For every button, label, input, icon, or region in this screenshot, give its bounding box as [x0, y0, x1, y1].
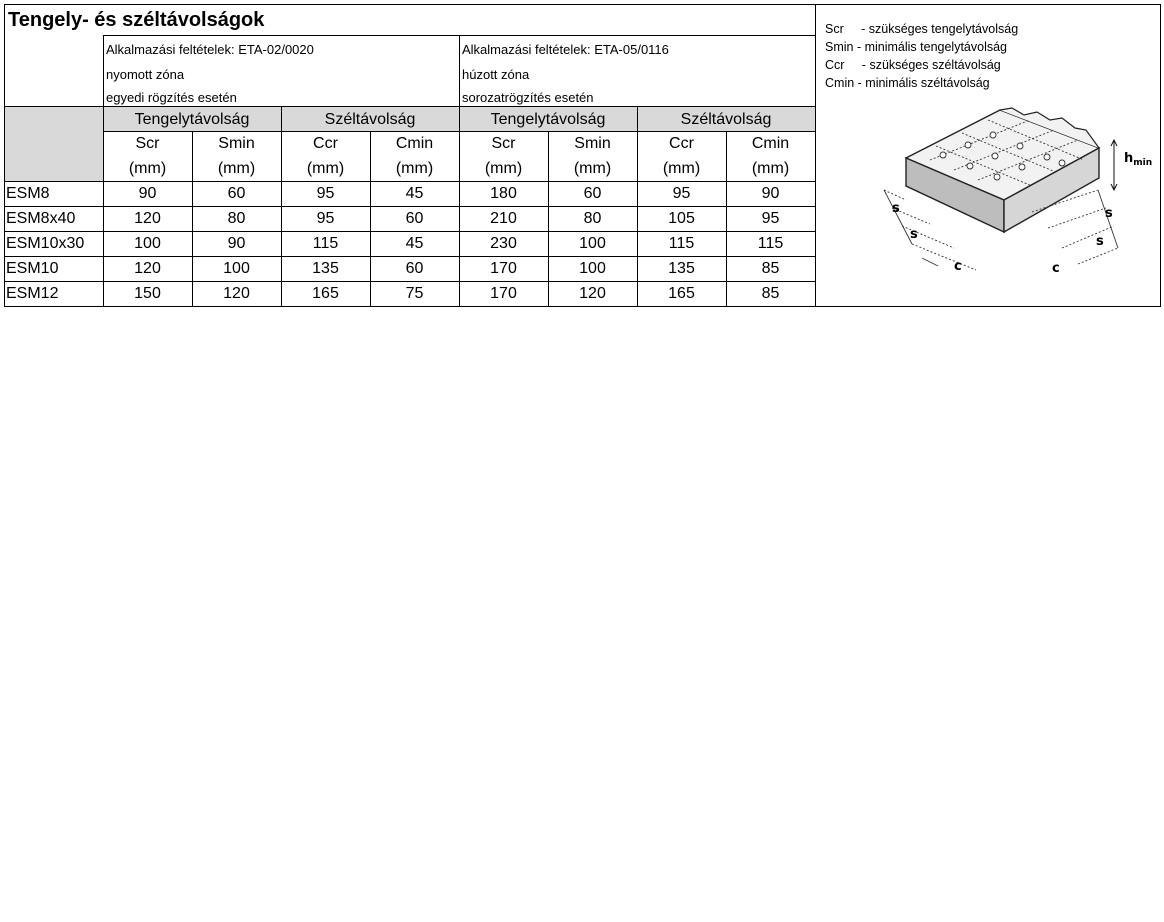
left-condition-2: nyomott zóna: [106, 67, 185, 82]
sub-header-name: Ccr: [313, 135, 338, 152]
table-cell: 115: [312, 235, 339, 252]
legend-scr: Scr - szükséges tengelytávolság: [825, 22, 1019, 36]
table-cell: 120: [134, 210, 161, 227]
table-cell: 135: [668, 260, 695, 277]
legend-ccr: Ccr - szükséges széltávolság: [825, 58, 1001, 72]
column-divider: [548, 131, 549, 307]
table-cell: 120: [134, 260, 161, 277]
left-condition-1: Alkalmazási feltételek: ETA-02/0020: [106, 42, 314, 57]
table-cell: 90: [138, 185, 157, 202]
row-divider: [4, 231, 815, 232]
column-divider: [192, 131, 193, 307]
table-cell: 120: [223, 285, 250, 302]
row-divider: [4, 306, 815, 307]
table-cell: 60: [583, 185, 602, 202]
table-cell: 80: [583, 210, 602, 227]
sub-header-name: Ccr: [669, 135, 694, 152]
row-name: ESM10x30: [6, 235, 85, 252]
legend-smin: Smin - minimális tengelytávolság: [825, 40, 1008, 54]
sub-header-name: Scr: [135, 135, 160, 152]
sub-header-cell: [370, 131, 459, 181]
left-condition-3: egyedi rögzítés esetén: [106, 90, 237, 105]
slab-spacing-diagram: [872, 100, 1156, 280]
condition-divider: [4, 106, 815, 107]
sub-header-unit: (mm): [128, 160, 167, 177]
table-cell: 85: [761, 285, 780, 302]
sub-header-cell: [281, 131, 370, 181]
s-label-left-1: s: [892, 201, 900, 216]
table-cell: 105: [668, 210, 695, 227]
sub-header-cell: [459, 131, 548, 181]
table-cell: 120: [579, 285, 606, 302]
group-header-edge-left: Széltávolság: [324, 111, 416, 128]
row-name: ESM12: [6, 285, 59, 302]
sub-header-name: Cmin: [751, 135, 790, 152]
table-cell: 100: [134, 235, 161, 252]
c-label-right: c: [1052, 261, 1060, 276]
thickness-dimension: [1111, 140, 1117, 190]
h-min-label: $h_{min}$: [1124, 151, 1153, 168]
column-divider: [370, 131, 371, 307]
diagram-divider: [815, 4, 816, 307]
table-cell: 150: [134, 285, 161, 302]
page-title: Tengely- és széltávolságok: [8, 9, 265, 31]
table-cell: 165: [668, 285, 695, 302]
s-label-left-2: s: [910, 227, 918, 242]
row-name: ESM8x40: [6, 210, 76, 227]
table-cell: 80: [227, 210, 246, 227]
group-header-axis-right: Tengelytávolság: [490, 111, 606, 128]
table-cell: 135: [312, 260, 339, 277]
row-name: ESM8: [6, 185, 50, 202]
sub-header-name: Smin: [574, 135, 611, 152]
sub-header-unit: (mm): [573, 160, 612, 177]
s-label-right-2: s: [1096, 234, 1104, 249]
row-divider: [4, 181, 815, 182]
header-corner: [4, 106, 103, 181]
table-cell: 95: [672, 185, 691, 202]
table-cell: 165: [312, 285, 339, 302]
table-cell: 45: [405, 185, 424, 202]
sub-header-unit: (mm): [217, 160, 256, 177]
sub-header-unit: (mm): [306, 160, 345, 177]
right-condition-2: húzott zóna: [462, 67, 530, 82]
row-divider: [4, 206, 815, 207]
table-cell: 95: [316, 210, 335, 227]
column-divider: [637, 106, 638, 307]
table-cell: 60: [227, 185, 246, 202]
row-divider: [4, 256, 815, 257]
table-cell: 115: [757, 235, 784, 252]
sub-header-name: Cmin: [395, 135, 434, 152]
sub-header-unit: (mm): [484, 160, 523, 177]
s-label-right-1: s: [1105, 206, 1113, 221]
table-cell: 75: [405, 285, 424, 302]
table-cell: 100: [223, 260, 250, 277]
table-cell: 180: [490, 185, 517, 202]
table-cell: 60: [405, 210, 424, 227]
table-cell: 90: [761, 185, 780, 202]
border-left: [4, 4, 5, 307]
column-divider: [459, 35, 460, 307]
sub-header-cell: [103, 131, 192, 181]
right-condition-1: Alkalmazási feltételek: ETA-05/0116: [462, 42, 669, 57]
sub-header-cell: [548, 131, 637, 181]
table-cell: 100: [579, 235, 606, 252]
table-cell: 170: [490, 260, 517, 277]
group-header-axis-left: Tengelytávolság: [134, 111, 250, 128]
group-header-edge-right: Széltávolság: [680, 111, 772, 128]
table-cell: 90: [227, 235, 246, 252]
sub-header-name: Scr: [491, 135, 516, 152]
c-label-left: c: [954, 259, 962, 274]
row-name: ESM10: [6, 260, 59, 277]
table-cell: 60: [405, 260, 424, 277]
right-condition-3: sorozatrögzítés esetén: [462, 90, 594, 105]
legend-cmin: Cmin - minimális széltávolság: [825, 76, 990, 90]
table-cell: 95: [761, 210, 780, 227]
table-cell: 210: [490, 210, 517, 227]
sub-header-cell: [192, 131, 281, 181]
table-cell: 230: [490, 235, 517, 252]
table-cell: 85: [761, 260, 780, 277]
sub-header-unit: (mm): [395, 160, 434, 177]
distance-table-sheet: [4, 4, 1161, 307]
row-divider: [4, 281, 815, 282]
sub-header-unit: (mm): [662, 160, 701, 177]
sub-header-name: Smin: [218, 135, 255, 152]
table-cell: 45: [405, 235, 424, 252]
table-cell: 95: [316, 185, 335, 202]
column-divider: [103, 35, 104, 307]
column-divider: [726, 131, 727, 307]
sub-header-cell: [637, 131, 726, 181]
sub-header-cell: [726, 131, 815, 181]
border-right: [1160, 4, 1161, 307]
sub-header-unit: (mm): [751, 160, 790, 177]
table-cell: 100: [579, 260, 606, 277]
column-divider: [281, 106, 282, 307]
table-cell: 170: [490, 285, 517, 302]
border-top: [4, 4, 1161, 5]
table-cell: 115: [668, 235, 695, 252]
